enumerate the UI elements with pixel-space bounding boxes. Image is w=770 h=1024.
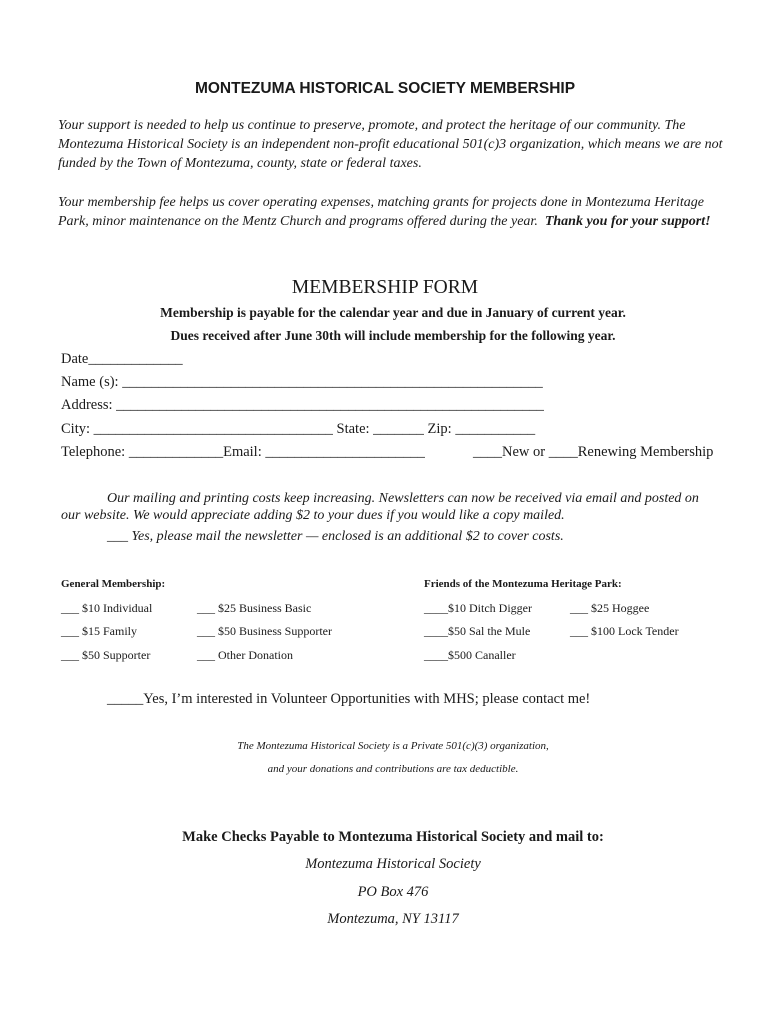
volunteer-option[interactable]: _____Yes, I’m interested in Volunteer Opportunities with MHS; please contact me! (107, 691, 591, 707)
dues-note: Dues received after June 30th will include membership for the following year. (170, 328, 616, 343)
city-state-zip-field[interactable]: City: _________________________________ State: _______ Zip: ___________ (61, 421, 536, 437)
tax-note-line-2: and your donations and contributions are tax deductible. (267, 763, 519, 775)
page-title: MONTEZUMA HISTORICAL SOCIETY MEMBERSHIP (194, 80, 576, 97)
newsletter-note: Our mailing and printing costs keep increasing. Newsletters can now be received via email and posted on our website. We would appreciate adding $2 to your dues if you would like a copy mailed. (61, 491, 699, 523)
form-heading: MEMBERSHIP FORM (291, 277, 479, 298)
name-field[interactable]: Name (s): __________________________________________________________ (61, 374, 543, 390)
option-10-ditch-digger[interactable]: ____$10 Ditch Digger (424, 601, 532, 615)
option-500-canaller[interactable]: ____$500 Canaller (424, 648, 516, 662)
telephone-email-field[interactable]: Telephone: _____________Email: ______________________ (61, 444, 425, 460)
mailing-city-state-zip: Montezuma, NY 13117 (327, 911, 459, 927)
option-50-business-supporter[interactable]: ___ $50 Business Supporter (197, 624, 332, 638)
option-other-donation[interactable]: ___ Other Donation (197, 648, 293, 662)
friends-heading: Friends of the Montezuma Heritage Park: (424, 578, 622, 590)
date-field[interactable]: Date_____________ (61, 351, 183, 367)
payable-note: Membership is payable for the calendar year and due in January of current year. (160, 305, 626, 320)
option-10-individual[interactable]: ___ $10 Individual (61, 601, 153, 615)
option-25-hoggee[interactable]: ___ $25 Hoggee (570, 601, 650, 615)
general-membership-heading: General Membership: (61, 578, 166, 590)
option-50-sal-the-mule[interactable]: ____$50 Sal the Mule (424, 624, 531, 638)
membership-type-field[interactable]: ____New or ____Renewing Membership (473, 444, 714, 460)
checks-payable-heading: Make Checks Payable to Montezuma Historical Society and mail to: (182, 829, 604, 845)
fees-text: Your membership fee helps us cover operating expenses, matching grants for projects done in Montezuma Heritage Park, minor maintenance on the Mentz Church and programs offered during the year. (58, 195, 704, 229)
mail-newsletter-option[interactable]: ___ Yes, please mail the newsletter — enclosed is an additional $2 to cover costs. (107, 529, 564, 544)
option-25-business-basic[interactable]: ___ $25 Business Basic (197, 601, 312, 615)
intro-paragraph-fees (58, 193, 723, 231)
address-field[interactable]: Address: ___________________________________________________________ (61, 397, 544, 413)
option-100-lock-tender[interactable]: ___ $100 Lock Tender (570, 624, 679, 638)
mailing-org: Montezuma Historical Society (305, 856, 481, 872)
tax-note-line-1: The Montezuma Historical Society is a Private 501(c)(3) organization, (237, 740, 549, 752)
intro-paragraph-support: Your support is needed to help us continue to preserve, promote, and protect the heritage of our community. The Montezuma Historical Society is an independent non-profit educational 501(c)3 organization, which means we are not funded by the Town of Montezuma, county, state or federal taxes. (58, 118, 723, 171)
mailing-po-box: PO Box 476 (357, 884, 429, 900)
thank-you-text: Thank you for your support! (544, 214, 711, 229)
option-15-family[interactable]: ___ $15 Family (61, 624, 138, 638)
option-50-supporter[interactable]: ___ $50 Supporter (61, 648, 151, 662)
